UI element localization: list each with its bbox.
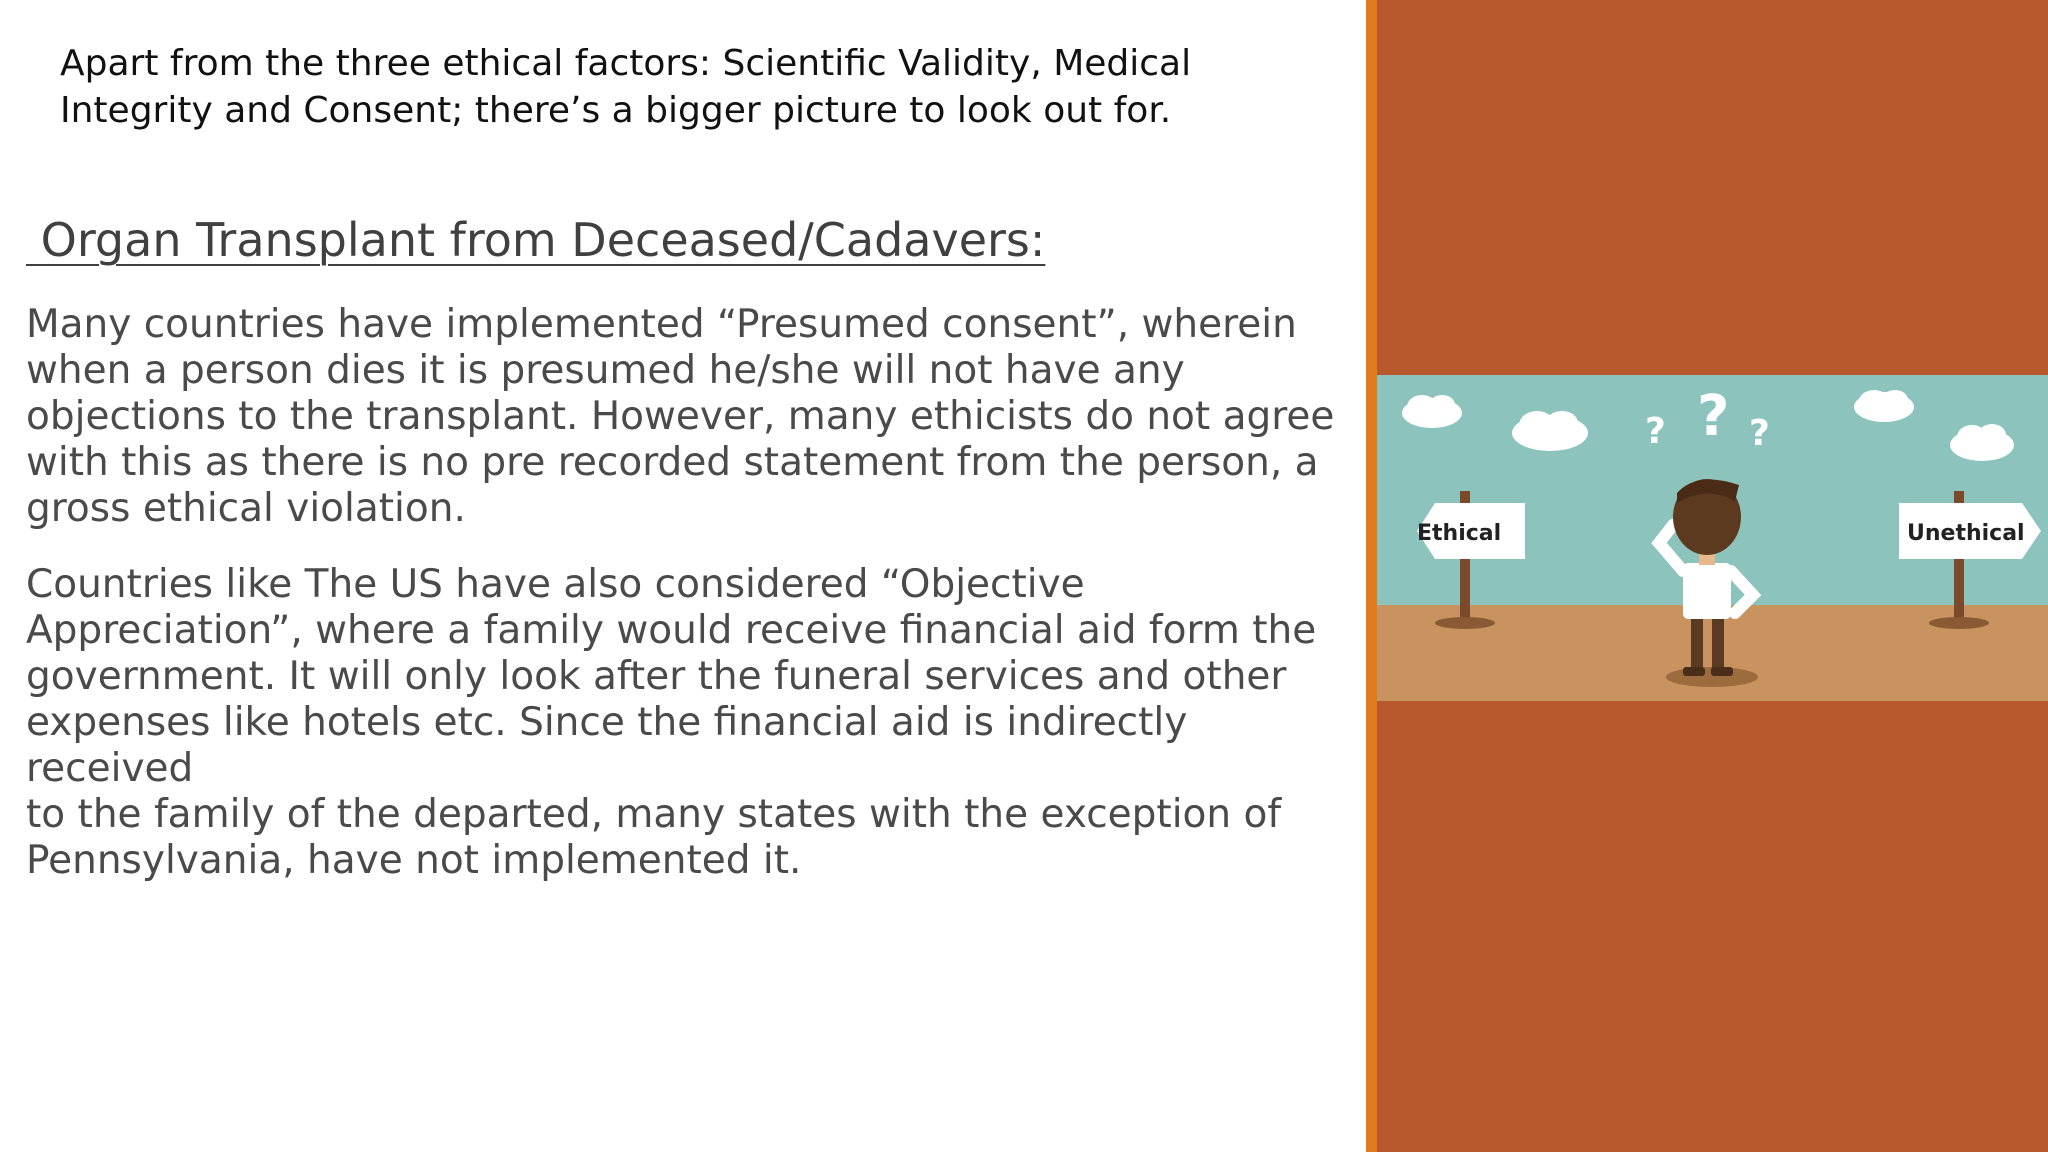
question-mark-icon: ? (1697, 384, 1730, 449)
question-mark-icon: ? (1749, 413, 1770, 454)
paragraph-objective-appreciation: Countries like The US have also considered “Objective Appreciation”, where a family would receive financial aid form the government. It will only look after the funeral services and other expenses like hotels etc. Since the financial aid is indirectly received to the family of the departed, many states with the exception of Pennsylvania, have not implemented it. (26, 562, 1317, 883)
crossroads-illustration (1377, 375, 2048, 701)
paragraph-presumed-consent: Many countries have implemented “Presumed consent”, wherein when a person dies it is presumed he/she will not have any objections to the transplant. However, many ethicists do not agree with this as there is no pre recorded statement from the person, a gross ethical violation. (26, 302, 1335, 531)
unethical-sign-label: Unethical (1907, 521, 2025, 546)
question-mark-icon: ? (1645, 411, 1666, 452)
cloud-icon (1402, 395, 1462, 428)
ethical-sign-label: Ethical (1417, 521, 1502, 546)
section-heading: Organ Transplant from Deceased/Cadavers: (26, 213, 1046, 267)
intro-text: Apart from the three ethical factors: Scientific Validity, Medical Integrity and Consent; there’s a bigger picture to look out for. (60, 43, 1192, 131)
accent-divider (1366, 0, 1377, 1152)
cloud-icon (1854, 390, 1914, 422)
